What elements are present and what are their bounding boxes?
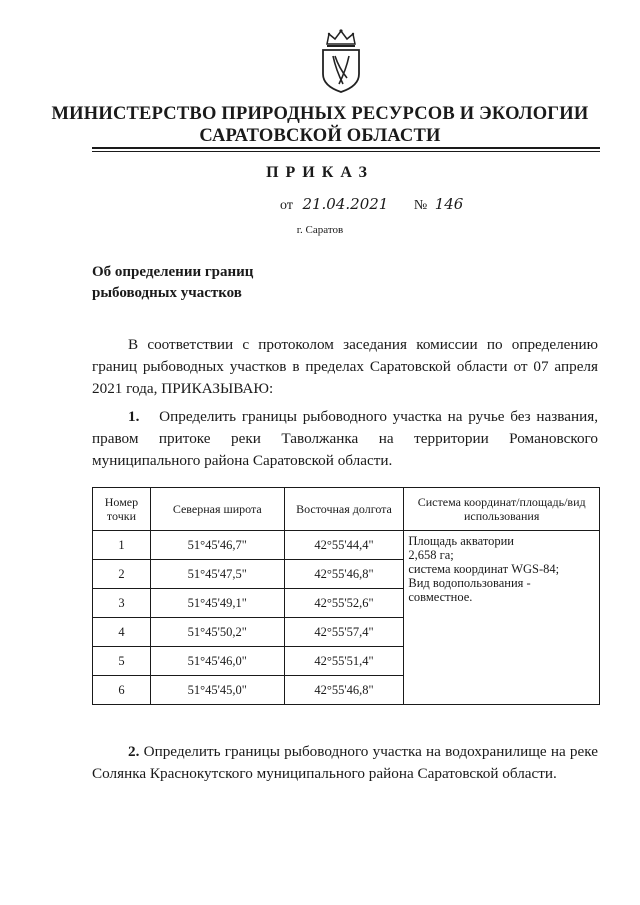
header-system: Система координат/площадь/вид использования xyxy=(404,488,600,531)
header-divider-thin xyxy=(92,151,600,152)
latitude: 51°45'45,0" xyxy=(150,676,284,705)
handwritten-date: 21.04.2021 xyxy=(302,195,389,213)
item1-text: Определить границы рыбоводного участка на ручье без названия, правом притоке реки Таволжанка на территории Романовского муниципального района Саратовской области. xyxy=(92,408,599,469)
city: г. Саратов xyxy=(296,224,344,236)
longitude: 42°55'46,8" xyxy=(284,676,404,705)
ministry-name-line1: МИНИСТЕРСТВО ПРИРОДНЫХ РЕСУРСОВ И ЭКОЛОГИИ xyxy=(51,104,589,124)
preamble-paragraph xyxy=(92,334,598,400)
longitude: 42°55'46,8" xyxy=(284,560,404,589)
table-header-row xyxy=(93,488,600,531)
table-row xyxy=(93,531,600,560)
area-info-line5: совместное. xyxy=(408,590,473,604)
document-title: ПРИКАЗ xyxy=(266,164,374,181)
area-info-line1: Площадь акватории xyxy=(408,534,514,548)
number-prefix: № xyxy=(413,198,428,213)
item2-paragraph xyxy=(92,741,598,785)
point-number: 6 xyxy=(93,676,151,705)
item2-text: Определить границы рыбоводного участка на водохранилище на реке Солянка Краснокутского муниципального района Саратовской области. xyxy=(92,743,598,782)
longitude: 42°55'52,6" xyxy=(284,589,404,618)
item1-number: 1. xyxy=(128,408,140,425)
header-point-number: Номер точки xyxy=(93,488,151,531)
area-info-line3: система координат WGS-84; xyxy=(408,562,560,576)
header-latitude: Северная широта xyxy=(150,488,284,531)
subject-line2: рыбоводных участков xyxy=(92,285,242,301)
order-date-number-line xyxy=(280,195,463,214)
point-number: 1 xyxy=(93,531,151,560)
latitude: 51°45'46,0" xyxy=(150,647,284,676)
date-prefix: от xyxy=(280,198,293,213)
longitude: 42°55'51,4" xyxy=(284,647,404,676)
latitude: 51°45'49,1" xyxy=(150,589,284,618)
ministry-name-line2: САРАТОВСКОЙ ОБЛАСТИ xyxy=(199,126,441,146)
latitude: 51°45'50,2" xyxy=(150,618,284,647)
coordinates-table xyxy=(92,487,600,705)
item1-paragraph xyxy=(92,406,598,472)
item2-number: 2. xyxy=(128,743,140,760)
point-number: 2 xyxy=(93,560,151,589)
saratov-region-coat-of-arms-icon xyxy=(313,28,369,94)
header-longitude: Восточная долгота xyxy=(284,488,404,531)
handwritten-number: 146 xyxy=(434,195,464,213)
area-info xyxy=(404,531,600,705)
preamble-text: В соответствии с протоколом заседания комиссии по определению границ рыбоводных участков в пределах Саратовской области от 07 апреля 2021 года, ПРИКАЗЫВАЮ: xyxy=(92,336,598,397)
subject-line1: Об определении границ xyxy=(92,264,254,280)
latitude: 51°45'47,5" xyxy=(150,560,284,589)
point-number: 4 xyxy=(93,618,151,647)
longitude: 42°55'44,4" xyxy=(284,531,404,560)
area-info-line4: Вид водопользования - xyxy=(408,576,531,590)
area-info-line2: 2,658 га; xyxy=(408,548,454,562)
latitude: 51°45'46,7" xyxy=(150,531,284,560)
header-divider-thick xyxy=(92,147,600,149)
longitude: 42°55'57,4" xyxy=(284,618,404,647)
point-number: 3 xyxy=(93,589,151,618)
point-number: 5 xyxy=(93,647,151,676)
